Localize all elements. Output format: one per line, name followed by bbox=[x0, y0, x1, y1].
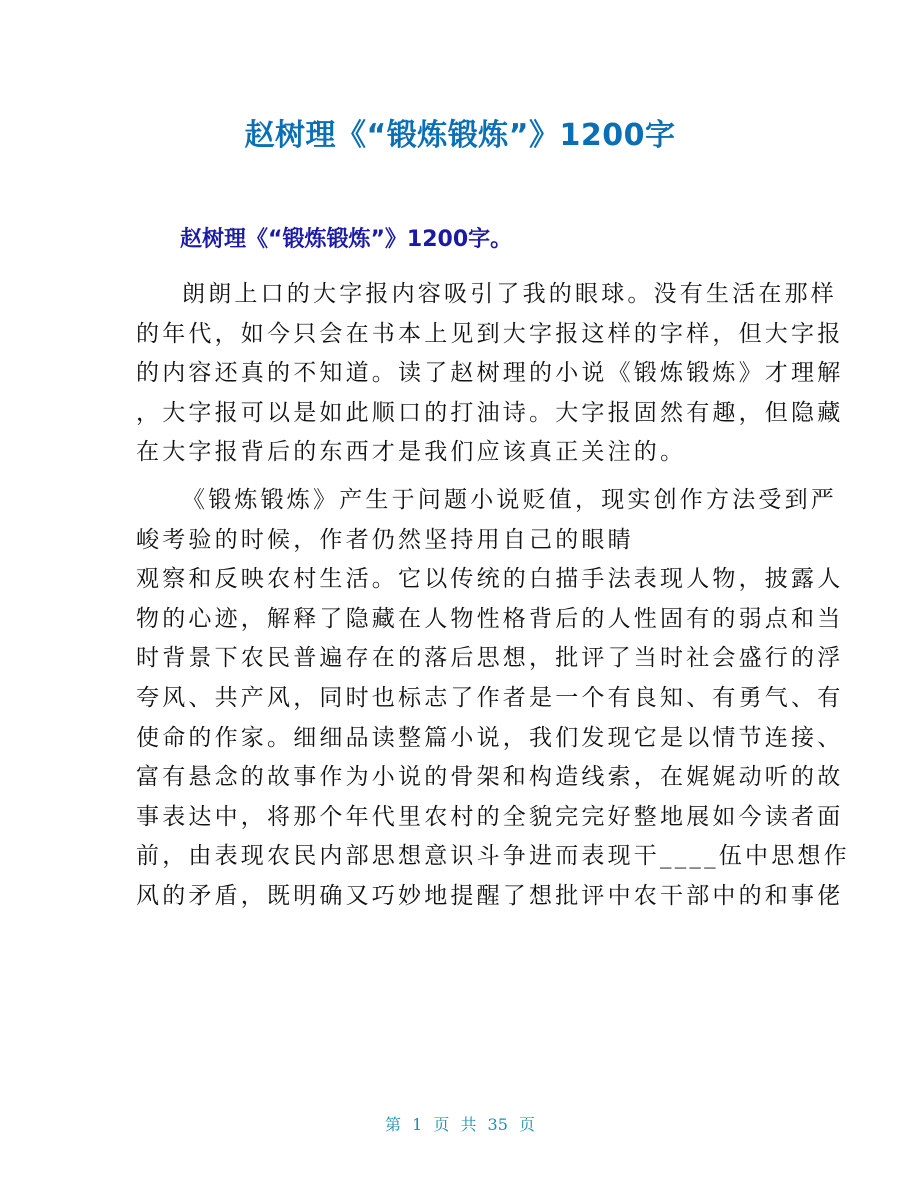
text-line: 朗朗上口的大字报内容吸引了我的眼球。没有生活在那样 bbox=[182, 281, 837, 307]
text-line: 风的矛盾，既明确又巧妙地提醒了想批评中农干部中的和事佬 bbox=[136, 882, 844, 909]
document-body bbox=[136, 275, 850, 917]
text-line: 的年代，如今只会在书本上见到大字报这样的字样，但大字报 bbox=[136, 320, 844, 347]
page-footer bbox=[0, 1113, 920, 1137]
text-line: 峻考验的时候，作者仍然坚持用自己的眼睛 bbox=[136, 526, 634, 553]
text-line: 观察和反映农村生活。它以传统的白描手法表现人物，披露人 bbox=[136, 566, 844, 593]
text-line: 前，由表现农民内部思想意识斗争进而表现干____伍中思想作 bbox=[136, 843, 850, 870]
text-line: 使命的作家。细细品读整篇小说，我们发现它是以情节连接、 bbox=[136, 724, 844, 751]
text-line: 的内容还真的不知道。读了赵树理的小说《锻炼锻炼》才理解 bbox=[136, 360, 844, 387]
text-line: 夸风、共产风，同时也标志了作者是一个有良知、有勇气、有 bbox=[136, 684, 844, 711]
text-line: 富有悬念的故事作为小说的骨架和构造线索，在娓娓动听的故 bbox=[136, 764, 844, 791]
text-line: 事表达中，将那个年代里农村的全貌完完好整地展如今读者面 bbox=[136, 803, 844, 830]
page-number-label: 第 1 页 共 35 页 bbox=[385, 1115, 535, 1134]
document-subtitle: 赵树理《“锻炼锻炼”》1200字。 bbox=[180, 227, 513, 252]
text-line: 《锻炼锻炼》产生于问题小说贬值，现实创作方法受到严 bbox=[182, 486, 837, 513]
text-line: ，大字报可以是如此顺口的打油诗。大字报固然有趣，但隐藏 bbox=[136, 399, 844, 426]
text-line: 时背景下农民普遍存在的落后思想，批评了当时社会盛行的浮 bbox=[136, 645, 844, 672]
paragraph bbox=[136, 275, 844, 473]
text-line: 物的心迹，解释了隐藏在人物性格背后的人性固有的弱点和当 bbox=[136, 605, 844, 632]
document-title: 赵树理《“锻炼锻炼”》1200字 bbox=[244, 118, 676, 153]
paragraph bbox=[136, 481, 850, 917]
text-line: 在大字报背后的东西才是我们应该真正关注的。 bbox=[136, 439, 687, 466]
